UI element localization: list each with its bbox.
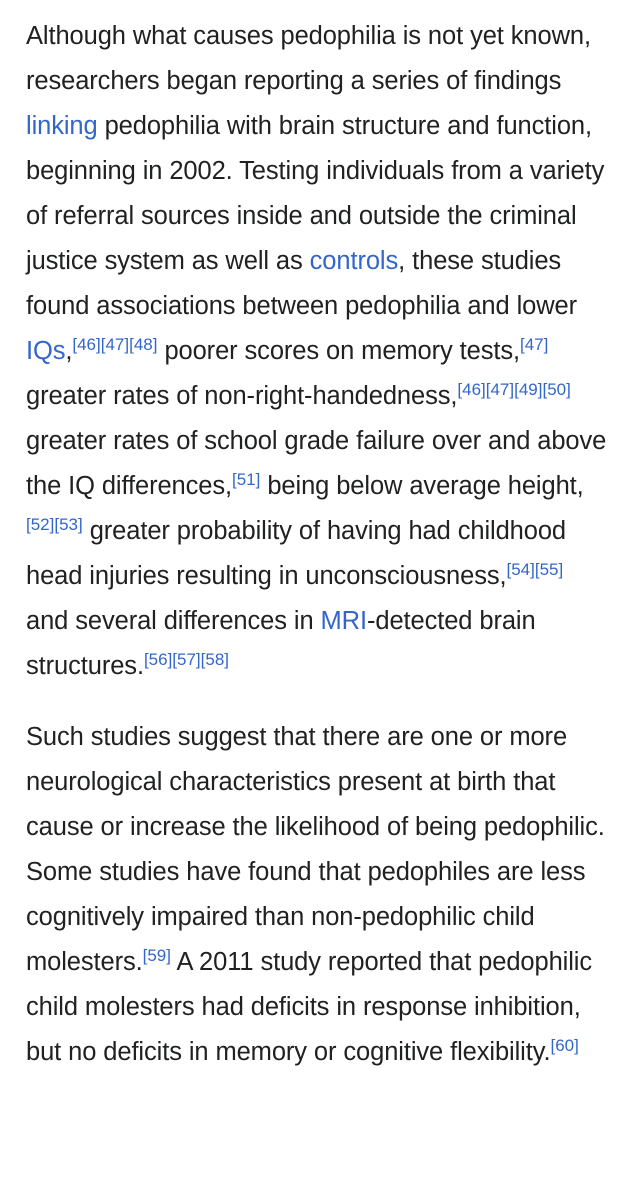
paragraph-text: greater rates of school grade failure over and above the IQ differences, <box>26 427 607 500</box>
paragraph-text: greater probability of having had childhood head injuries resulting in unconsciousness, <box>26 517 566 590</box>
citation-link[interactable]: [46] <box>457 380 486 399</box>
paragraph-text: , <box>65 337 73 365</box>
citation-link[interactable]: [59] <box>142 946 171 965</box>
citation-link[interactable]: [50] <box>542 380 571 399</box>
citation-link[interactable]: [52] <box>26 515 55 534</box>
paragraph-text: and several differences in <box>26 607 321 635</box>
wiki-link-linking[interactable]: linking <box>26 112 98 140</box>
paragraph-text: -detected brain structures. <box>26 607 536 680</box>
citation-link[interactable]: [49] <box>514 380 543 399</box>
citation-link[interactable]: [47] <box>485 380 515 399</box>
wiki-link-controls[interactable]: controls <box>309 247 399 275</box>
wiki-link-iqs[interactable]: IQs <box>26 337 66 365</box>
citation-link[interactable]: [46] <box>72 335 101 354</box>
citation-link[interactable]: [47] <box>519 335 549 354</box>
paragraph-text: greater rates of non-right-handedness, <box>26 382 458 410</box>
paragraph-text: A 2011 study reported that pedophilic child molesters had deficits in response inhibition, but no deficits in memory or cognitive flexibility. <box>26 948 593 1066</box>
article-body <box>26 14 608 1101</box>
citation-link[interactable]: [51] <box>232 470 261 489</box>
paragraph-text: being below average height, <box>260 472 584 500</box>
wiki-link-mri[interactable]: MRI <box>320 607 367 635</box>
citation-link[interactable]: [55] <box>534 560 564 579</box>
citation-link[interactable]: [54] <box>506 560 535 579</box>
citation-link[interactable]: [58] <box>200 650 230 669</box>
paragraph <box>26 715 608 1075</box>
citation-link[interactable]: [53] <box>54 515 83 534</box>
citation-link[interactable]: [60] <box>550 1036 579 1055</box>
paragraph-text: poorer scores on memory tests, <box>157 337 520 365</box>
paragraph <box>26 14 608 689</box>
citation-link[interactable]: [47] <box>100 335 130 354</box>
citation-link[interactable]: [57] <box>172 650 201 669</box>
paragraph-text: pedophilia with brain structure and function, beginning in 2002. Testing individuals from a variety of referral sources inside and outside the criminal justice system as well as <box>26 112 605 275</box>
citation-link[interactable]: [56] <box>143 650 173 669</box>
paragraph-text: , these studies found associations between pedophilia and lower <box>26 247 578 320</box>
citation-link[interactable]: [48] <box>129 335 158 354</box>
paragraph-text: Such studies suggest that there are one or more neurological characteristics present at birth that cause or increase the likelihood of being pedophilic. Some studies have found that pedophiles are less cognitively impaired than non-pedophilic child molesters. <box>26 723 605 976</box>
paragraph-text: Although what causes pedophilia is not yet known, researchers began reporting a series of findings <box>26 22 591 95</box>
